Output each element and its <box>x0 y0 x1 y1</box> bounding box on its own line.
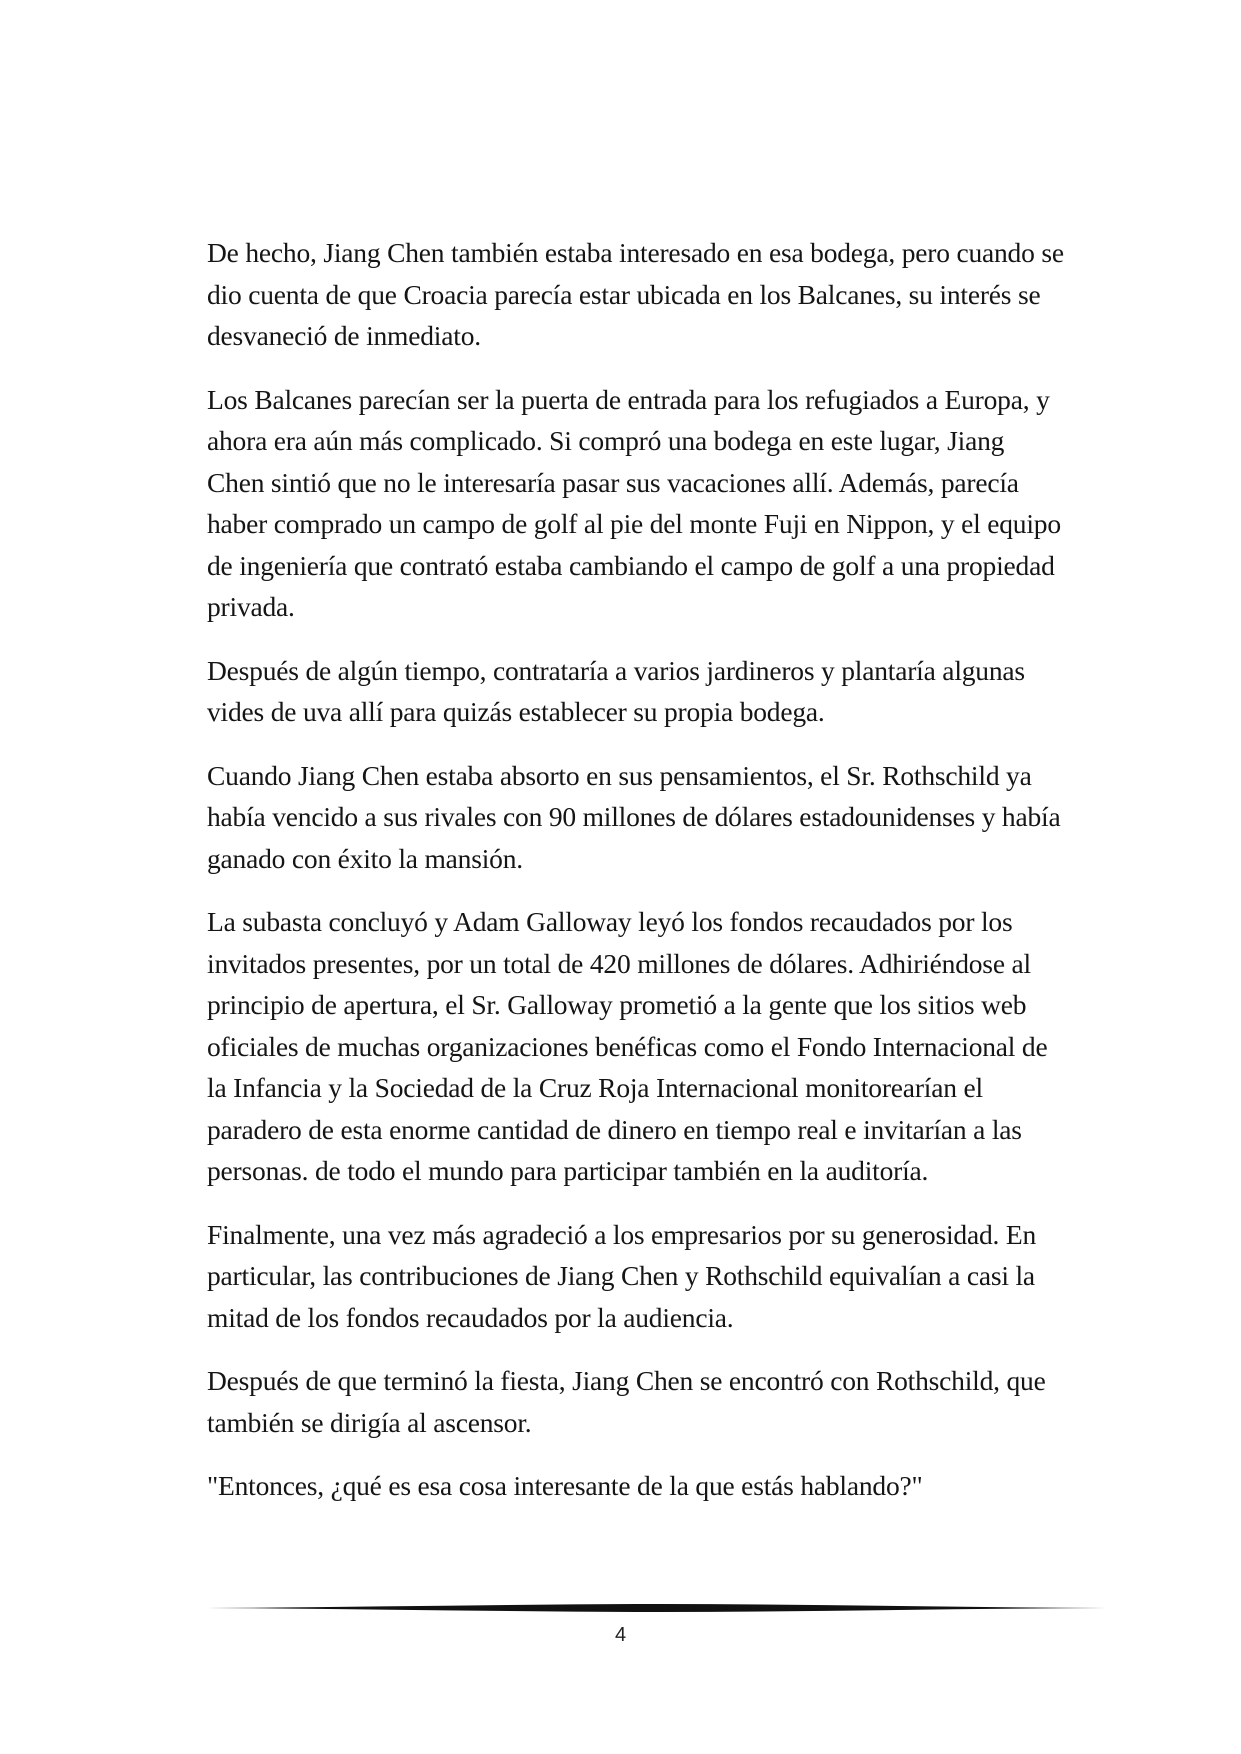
paragraph: Después de que terminó la fiesta, Jiang Chen se encontró con Rothschild, que también se dirigía al ascensor. <box>207 1365 1046 1438</box>
paragraph: De hecho, Jiang Chen también estaba interesado en esa bodega, pero cuando se dio cuenta de que Croacia parecía estar ubicada en los Balcanes, su interés se desvaneció de inmediato. <box>207 237 1064 351</box>
footer-divider <box>207 1603 1107 1613</box>
paragraph: Después de algún tiempo, contrataría a varios jardineros y plantaría algunas vides de uva allí para quizás establecer su propia bodega. <box>207 654 1025 727</box>
paragraph: Los Balcanes parecían ser la puerta de entrada para los refugiados a Europa, y ahora era aún más complicado. Si compró una bodega en este lugar, Jiang Chen sintió que no le interesaría pasar sus vacaciones allí. Además, parecía haber comprado un campo de golf al pie del monte Fuji en Nippon, y el equipo de ingeniería que contrató estaba cambiando el campo de golf a una propiedad privada. <box>207 383 1061 622</box>
paragraph: "Entonces, ¿qué es esa cosa interesante de la que estás hablando?" <box>207 1470 923 1501</box>
page-number: 4 <box>614 1624 627 1646</box>
paragraph: La subasta concluyó y Adam Galloway leyó los fondos recaudados por los invitados presentes, por un total de 420 millones de dólares. Adhiriéndose al principio de apertura, el Sr. Galloway prometió a la gente que los sitios web oficiales de muchas organizaciones benéficas como el Fondo Internacional de la Infancia y la Sociedad de la Cruz Roja Internacional monitorearían el paradero de esta enorme cantidad de dinero en tiempo real e invitarían a las personas. de todo el mundo para participar también en la auditoría. <box>207 906 1048 1186</box>
page-body <box>207 232 1067 1529</box>
paragraph: Cuando Jiang Chen estaba absorto en sus pensamientos, el Sr. Rothschild ya había vencido a sus rivales con 90 millones de dólares estadounidenses y había ganado con éxito la mansión. <box>207 759 1061 874</box>
paragraph: Finalmente, una vez más agradeció a los empresarios por su generosidad. En particular, las contribuciones de Jiang Chen y Rothschild equivalían a casi la mitad de los fondos recaudados por la audiencia. <box>207 1218 1037 1333</box>
